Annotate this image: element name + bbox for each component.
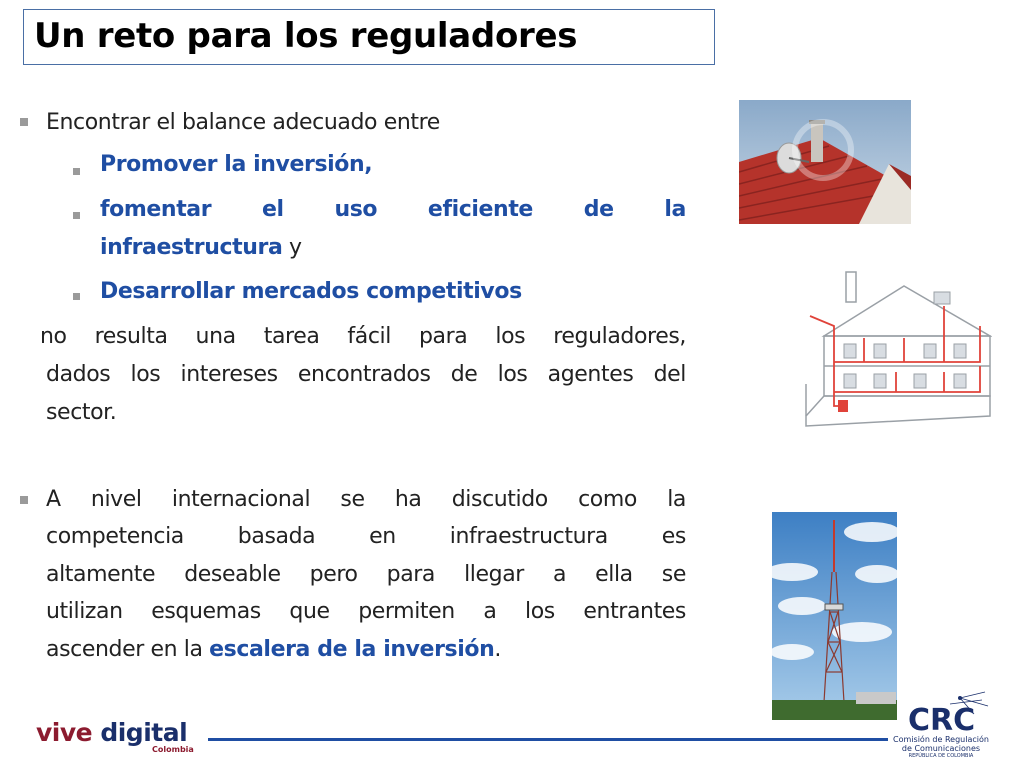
crc-line-2: de Comunicaciones — [901, 744, 981, 753]
vive-digital-logo — [36, 718, 187, 747]
ladder-prefix: ascender en la — [46, 637, 210, 662]
svg-text:CRC: CRC — [908, 703, 976, 735]
slide-title: Un reto para los reguladores — [34, 16, 578, 56]
house-roof-satellite-photo — [739, 100, 911, 224]
infrastructure-text: infraestructura — [100, 235, 283, 260]
intro-text: Encontrar el balance adecuado entre — [46, 110, 440, 135]
crc-line-1: Comisión de Regulación — [893, 735, 989, 744]
telecom-tower-photo — [772, 512, 897, 720]
bullet-icon — [20, 118, 28, 126]
logo-text-part1: vive — [36, 718, 101, 747]
paragraph-1-line-1: no resulta una tarea fácil para los reguladores, — [40, 324, 686, 349]
paragraph-1-line-3: sector. — [46, 400, 117, 425]
bullet-icon — [73, 293, 80, 300]
ladder-suffix: . — [494, 637, 501, 662]
footer-divider — [208, 738, 888, 741]
paragraph-2-line-1: A nivel internacional se ha discutido como la — [46, 487, 686, 512]
paragraph-2-line-2: competencia basada en infraestructura es — [46, 524, 686, 549]
bullet-icon — [73, 212, 80, 219]
paragraph-2-line-4: utilizan esquemas que permiten a los entrantes — [46, 599, 686, 624]
house-wiring-diagram — [804, 266, 992, 430]
crc-caption — [893, 735, 989, 759]
paragraph-2-line-3: altamente deseable pero para llegar a ella se — [46, 562, 686, 587]
sub-item-investment: Promover la inversión, — [100, 152, 373, 177]
bullet-icon — [73, 168, 80, 175]
logo-subtitle: Colombia — [152, 745, 194, 754]
sub-item-markets: Desarrollar mercados competitivos — [100, 279, 522, 304]
sub-item-efficient-use: fomentar el uso eficiente de la — [100, 197, 686, 222]
paragraph-1-line-2: dados los intereses encontrados de los agentes del — [46, 362, 686, 387]
crc-line-3: REPÚBLICA DE COLOMBIA — [908, 753, 974, 759]
investment-ladder-text: escalera de la inversión — [209, 637, 495, 662]
sub-item-efficient-use-cont — [100, 229, 302, 266]
logo-text-part2: digital — [100, 718, 188, 747]
paragraph-2-line-5 — [46, 631, 501, 668]
connector-text: y — [282, 235, 302, 260]
bullet-icon — [20, 496, 28, 504]
title-box — [23, 9, 715, 65]
